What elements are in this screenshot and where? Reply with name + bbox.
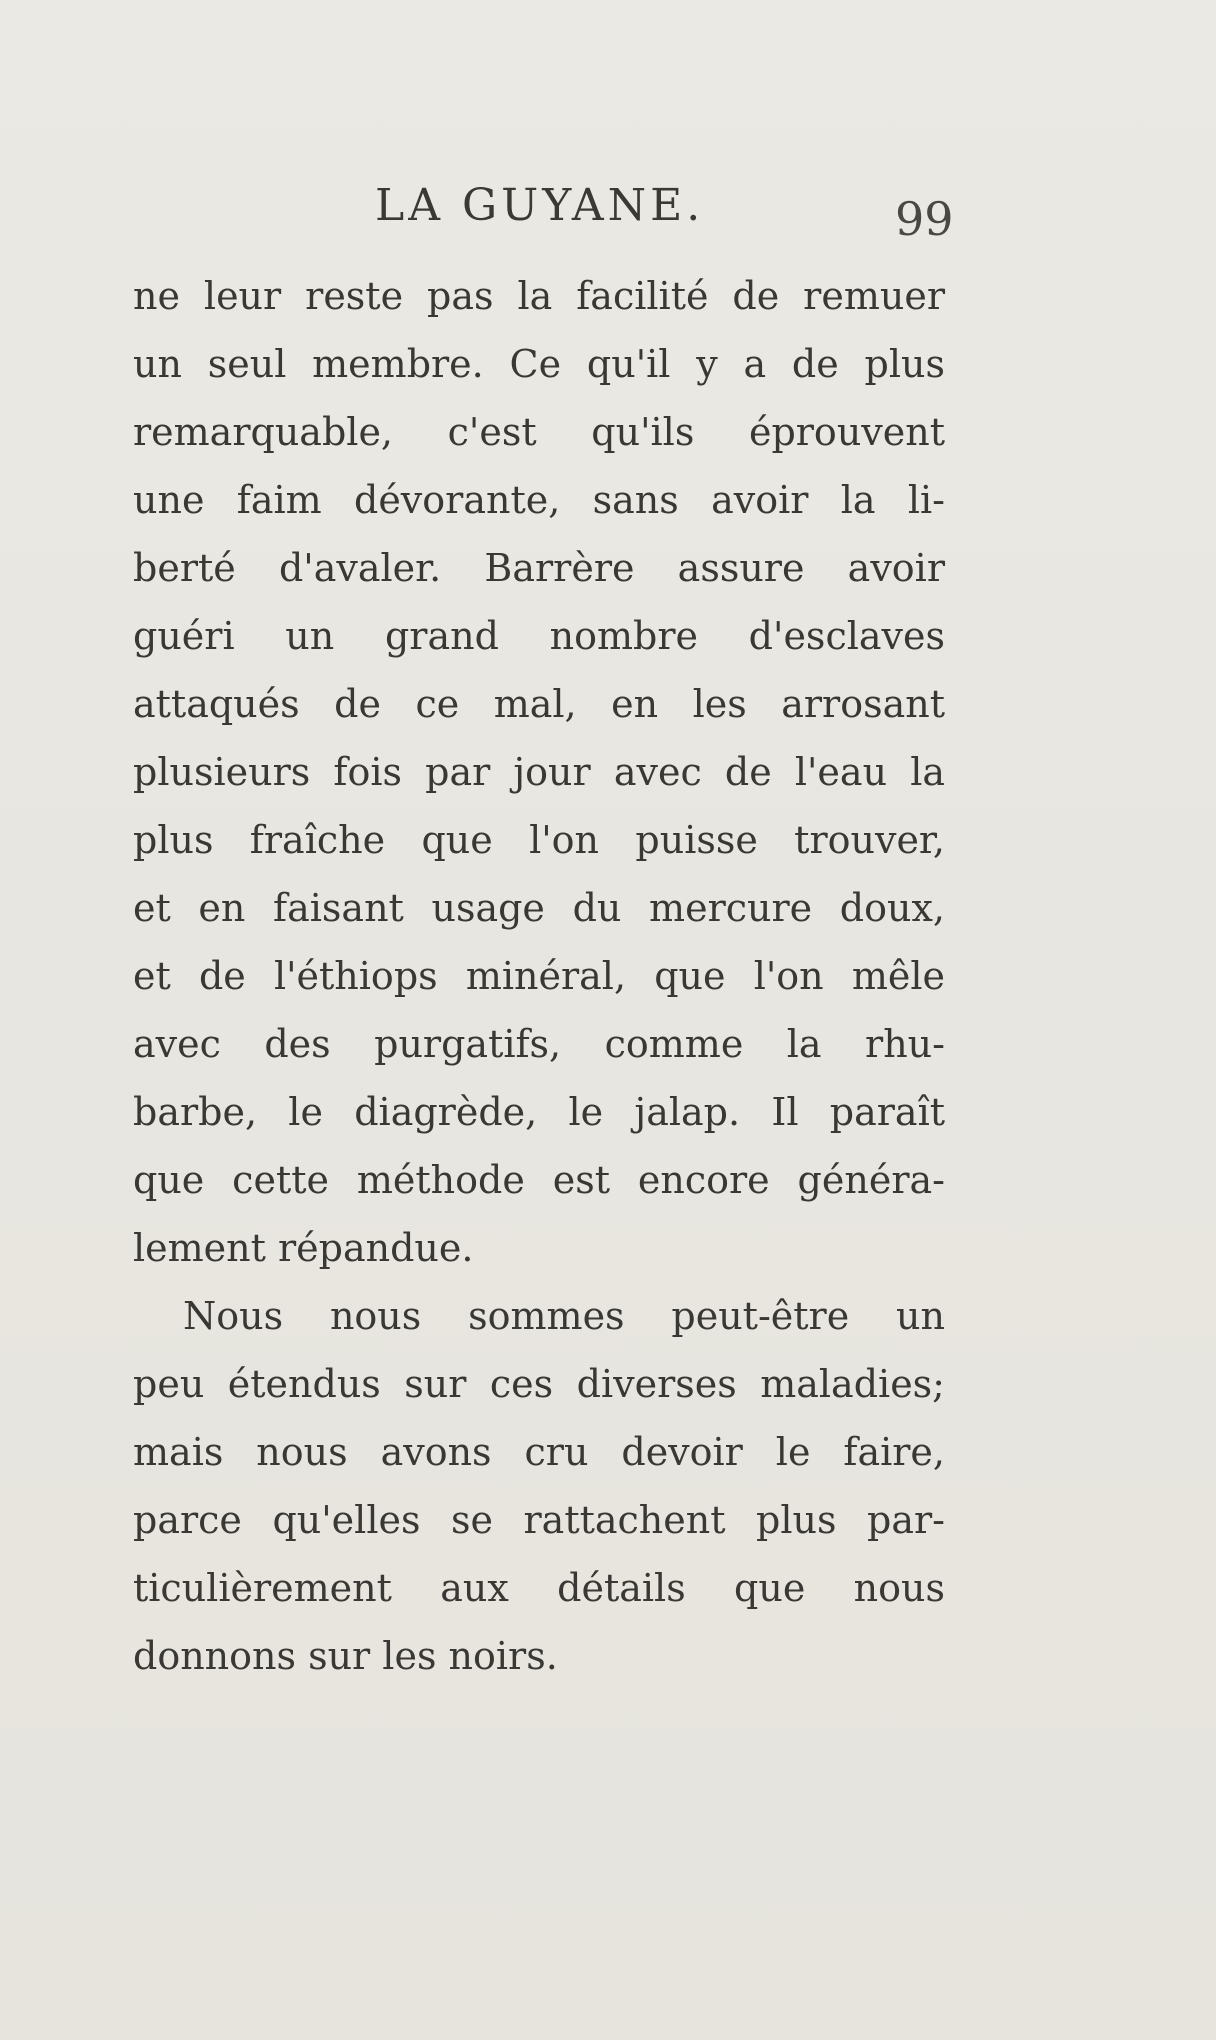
text-line: barbe, le diagrède, le jalap. Il paraît: [133, 1090, 945, 1134]
text-line: remarquable, c'est qu'ils éprouvent: [133, 410, 945, 454]
text-line: berté d'avaler. Barrère assure avoir: [133, 546, 945, 590]
paragraph-end-line: lement répandue.: [133, 1226, 474, 1270]
page-number: 99: [895, 192, 954, 246]
text-line: plus fraîche que l'on puisse trouver,: [133, 818, 945, 862]
paragraph-end-line: donnons sur les noirs.: [133, 1634, 558, 1678]
body-text: [133, 262, 945, 1690]
text-line: et de l'éthiops minéral, que l'on mêle: [133, 954, 945, 998]
text-line: mais nous avons cru devoir le faire,: [133, 1430, 945, 1474]
text-line: une faim dévorante, sans avoir la li-: [133, 478, 945, 522]
text-line: un seul membre. Ce qu'il y a de plus: [133, 342, 945, 386]
text-line: peu étendus sur ces diverses maladies;: [133, 1362, 945, 1406]
text-line: parce qu'elles se rattachent plus par-: [133, 1498, 945, 1542]
text-line: attaqués de ce mal, en les arrosant: [133, 682, 945, 726]
text-line: que cette méthode est encore généra-: [133, 1158, 945, 1202]
text-line: avec des purgatifs, comme la rhu-: [133, 1022, 945, 1066]
text-line: plusieurs fois par jour avec de l'eau la: [133, 750, 945, 794]
paragraph-start-line: Nous nous sommes peut-être un: [183, 1294, 945, 1338]
text-line: guéri un grand nombre d'esclaves: [133, 614, 945, 658]
text-line: et en faisant usage du mercure doux,: [133, 886, 945, 930]
running-head: LA GUYANE.: [375, 180, 705, 231]
text-line: ticulièrement aux détails que nous: [133, 1566, 945, 1610]
text-line: ne leur reste pas la facilité de remuer: [133, 274, 945, 318]
